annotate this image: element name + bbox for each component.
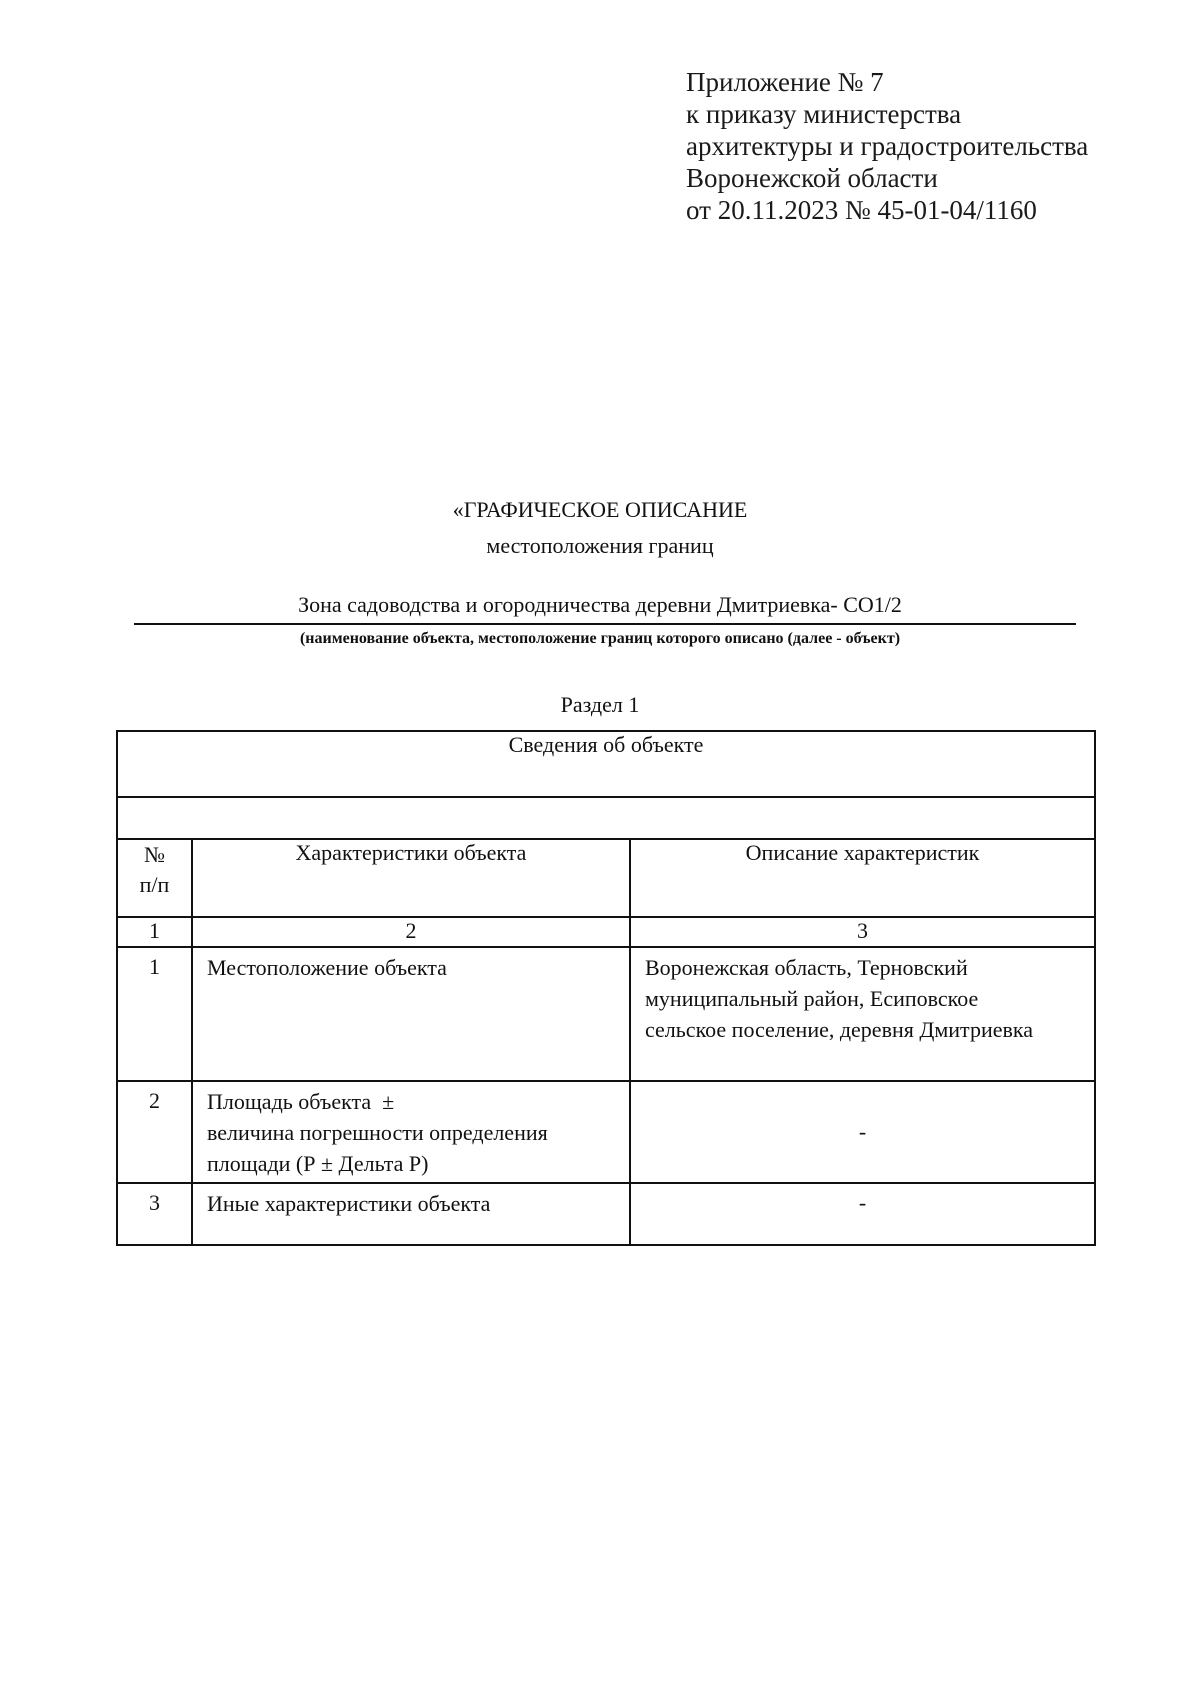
characteristic-line: величина погрешности определения xyxy=(207,1120,548,1145)
object-underline xyxy=(134,623,1076,625)
object-info-table xyxy=(116,730,1096,1246)
row-number: 1 xyxy=(117,947,192,1081)
row-description xyxy=(630,947,1095,1081)
appendix-line: от 20.11.2023 № 45-01-04/1160 xyxy=(686,195,1037,225)
object-name: Зона садоводства и огородничества деревни Дмитриевка- СО1/2 xyxy=(298,592,902,617)
appendix-line: к приказу министерства xyxy=(686,99,962,129)
column-index: 2 xyxy=(192,917,630,947)
table-header: Сведения об объекте xyxy=(117,731,1095,797)
column-header-number-line: п/п xyxy=(139,872,170,897)
column-header-characteristics: Характеристики объекта xyxy=(192,839,630,917)
object-caption: (наименование объекта, местоположение границ которого описано (далее - объект) xyxy=(299,630,901,647)
characteristic-line: Площадь объекта ± xyxy=(207,1089,395,1114)
appendix-block xyxy=(686,66,1088,226)
row-number: 2 xyxy=(117,1081,192,1183)
column-header-number xyxy=(117,839,192,917)
table-header-row xyxy=(117,731,1095,797)
appendix-line: Приложение № 7 xyxy=(686,67,884,97)
column-index: 3 xyxy=(630,917,1095,947)
empty-cell xyxy=(117,797,1095,839)
column-header-number-line: № xyxy=(144,842,165,867)
description-line: Воронежская область, Терновский xyxy=(645,955,968,980)
table-row xyxy=(117,1183,1095,1245)
description-line: сельское поселение, деревня Дмитриевка xyxy=(645,1017,1033,1042)
row-number: 3 xyxy=(117,1183,192,1245)
column-header-description: Описание характеристик xyxy=(630,839,1095,917)
document-subtitle: местоположения границ xyxy=(486,533,714,558)
section-heading: Раздел 1 xyxy=(560,692,640,717)
row-characteristic xyxy=(192,1081,630,1183)
table-row xyxy=(117,947,1095,1081)
column-index: 1 xyxy=(117,917,192,947)
table-row xyxy=(117,1081,1095,1183)
table-empty-row xyxy=(117,797,1095,839)
row-characteristic: Иные характеристики объекта xyxy=(192,1183,630,1245)
row-description: - xyxy=(630,1081,1095,1183)
row-characteristic: Местоположение объекта xyxy=(192,947,630,1081)
appendix-line: Воронежской области xyxy=(686,163,938,193)
column-header-row xyxy=(117,839,1095,917)
column-index-row xyxy=(117,917,1095,947)
characteristic-line: площади (Р ± Дельта Р) xyxy=(207,1151,429,1176)
row-description: - xyxy=(630,1183,1095,1245)
appendix-line: архитектуры и градостроительства xyxy=(686,131,1089,161)
document-title: «ГРАФИЧЕСКОЕ ОПИСАНИЕ xyxy=(452,497,748,522)
description-line: муниципальный район, Есиповское xyxy=(645,986,979,1011)
